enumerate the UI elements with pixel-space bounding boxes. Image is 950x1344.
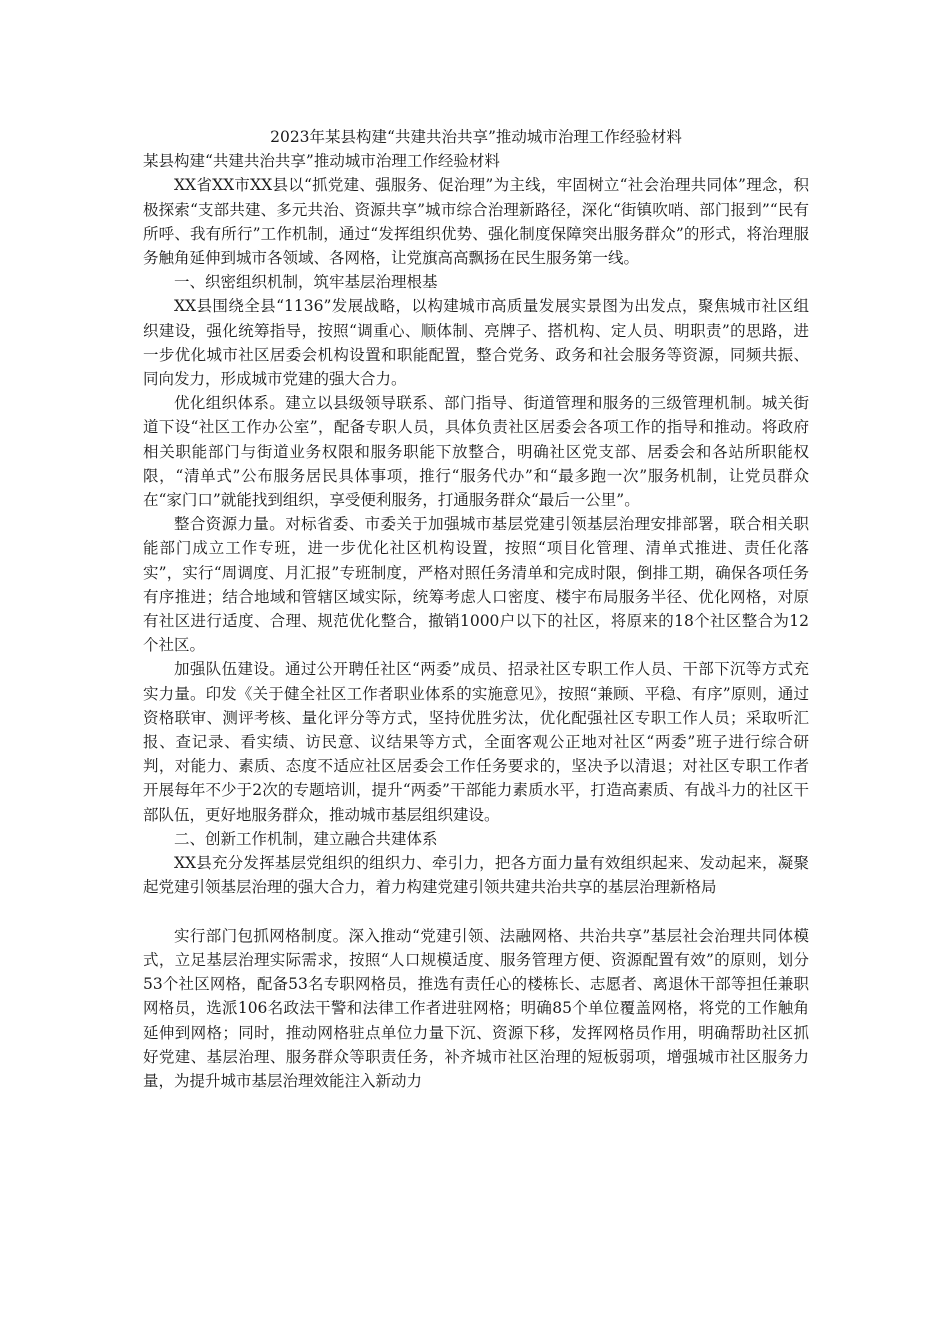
section-2-heading: 二、创新工作机制，建立融合共建体系	[174, 829, 438, 848]
section-1-paragraph-1: XX县围绕全县“1136”发展战略，以构建城市高质量发展实景图为出发点，聚焦城市社区组织建设，强化统筹指导，按照“调重心、顺体制、亮牌子、搭机构、定人员、明职责”的思路，进一步优化城市社区居委会机构设置和职能配置，整合党务、政务和社会服务等资源，同频共振、同向发力，形成城市党建的强大合力。	[143, 297, 809, 389]
document-body	[143, 125, 809, 1093]
section-1-paragraph-2: 优化组织体系。建立以县级领导联系、部门指导、街道管理和服务的三级管理机制。城关街道下设“社区工作办公室”，配备专职人员，具体负责社区居委会各项工作的指导和推动。将政府相关职能部门与街道业务权限和服务职能下放整合，明确社区党支部、居委会和各站所职能权限，“清单式”公布服务居民具体事项，推行“服务代办”和“最多跑一次”服务机制，让党员群众在“家门口”就能找到组织，享受便利服务，打通服务群众“最后一公里”。	[143, 394, 809, 510]
section-1-paragraph-4: 加强队伍建设。通过公开聘任社区“两委”成员、招录社区专职工作人员、干部下沉等方式充实力量。印发《关于健全社区工作者职业体系的实施意见》，按照“兼顾、平稳、有序”原则，通过资格联审、测评考核、量化评分等方式，坚持优胜劣汰，优化配强社区专职工作人员；采取听汇报、查记录、看实绩、访民意、议结果等方式，全面客观公正地对社区“两委”班子进行综合研判，对能力、素质、态度不适应社区居委会工作任务要求的，坚决予以清退；对社区专职工作者开展每年不少于2次的专题培训，提升“两委”干部能力素质水平，打造高素质、有战斗力的社区干部队伍，更好地服务群众，推动城市基层组织建设。	[143, 660, 809, 824]
section-1-paragraph-3: 整合资源力量。对标省委、市委关于加强城市基层党建引领基层治理安排部署，联合相关职能部门成立工作专班，进一步优化社区机构设置，按照“项目化管理、清单式推进、责任化落实”，实行“周调度、月汇报”专班制度，严格对照任务清单和完成时限，倒排工期，确保各项任务有序推进；结合地域和管辖区域实际，统筹考虑人口密度、楼宇布局服务半径、优化网格，对原有社区进行适度、合理、规范优化整合，撤销1000户以下的社区，将原来的18个社区整合为12个社区。	[143, 515, 809, 655]
section-1-heading: 一、织密组织机制，筑牢基层治理根基	[174, 273, 438, 292]
intro-paragraph: XX省XX市XX县以“抓党建、强服务、促治理”为主线，牢固树立“社会治理共同体”理念，积极探索“支部共建、多元共治、资源共享”城市综合治理新路径，深化“街镇吹哨、部门报到”“民有所呼、我有所行”工作机制，通过“发挥组织优势、强化制度保障突出服务群众”的形式，将治理服务触角延伸到城市各领域、各网格，让党旗高高飘扬在民生服务第一线。	[143, 176, 809, 268]
document-title: 2023年某县构建“共建共治共享”推动城市治理工作经验材料	[270, 128, 682, 146]
blank-line	[143, 900, 809, 924]
document-subtitle: 某县构建“共建共治共享”推动城市治理工作经验材料	[143, 152, 500, 171]
section-2-paragraph-2: 实行部门包抓网格制度。深入推动“党建引领、法融网格、共治共享”基层社会治理共同体模式，立足基层治理实际需求，按照“人口规模适度、服务管理方便、资源配置有效”的原则，划分53个社区网格，配备53名专职网格员，推选有责任心的楼栋长、志愿者、离退休干部等担任兼职网格员，选派106名政法干警和法律工作者进驻网格；明确85个单位覆盖网格，将党的工作触角延伸到网格；同时，推动网格驻点单位力量下沉、资源下移，发挥网格员作用，明确帮助社区抓好党建、基层治理、服务群众等职责任务，补齐城市社区治理的短板弱项，增强城市社区服务力量，为提升城市基层治理效能注入新动力	[143, 926, 809, 1090]
section-2-paragraph-1: XX县充分发挥基层党组织的组织力、牵引力，把各方面力量有效组织起来、发动起来，凝聚起党建引领基层治理的强大合力，着力构建党建引领共建共治共享的基层治理新格局	[143, 854, 809, 897]
